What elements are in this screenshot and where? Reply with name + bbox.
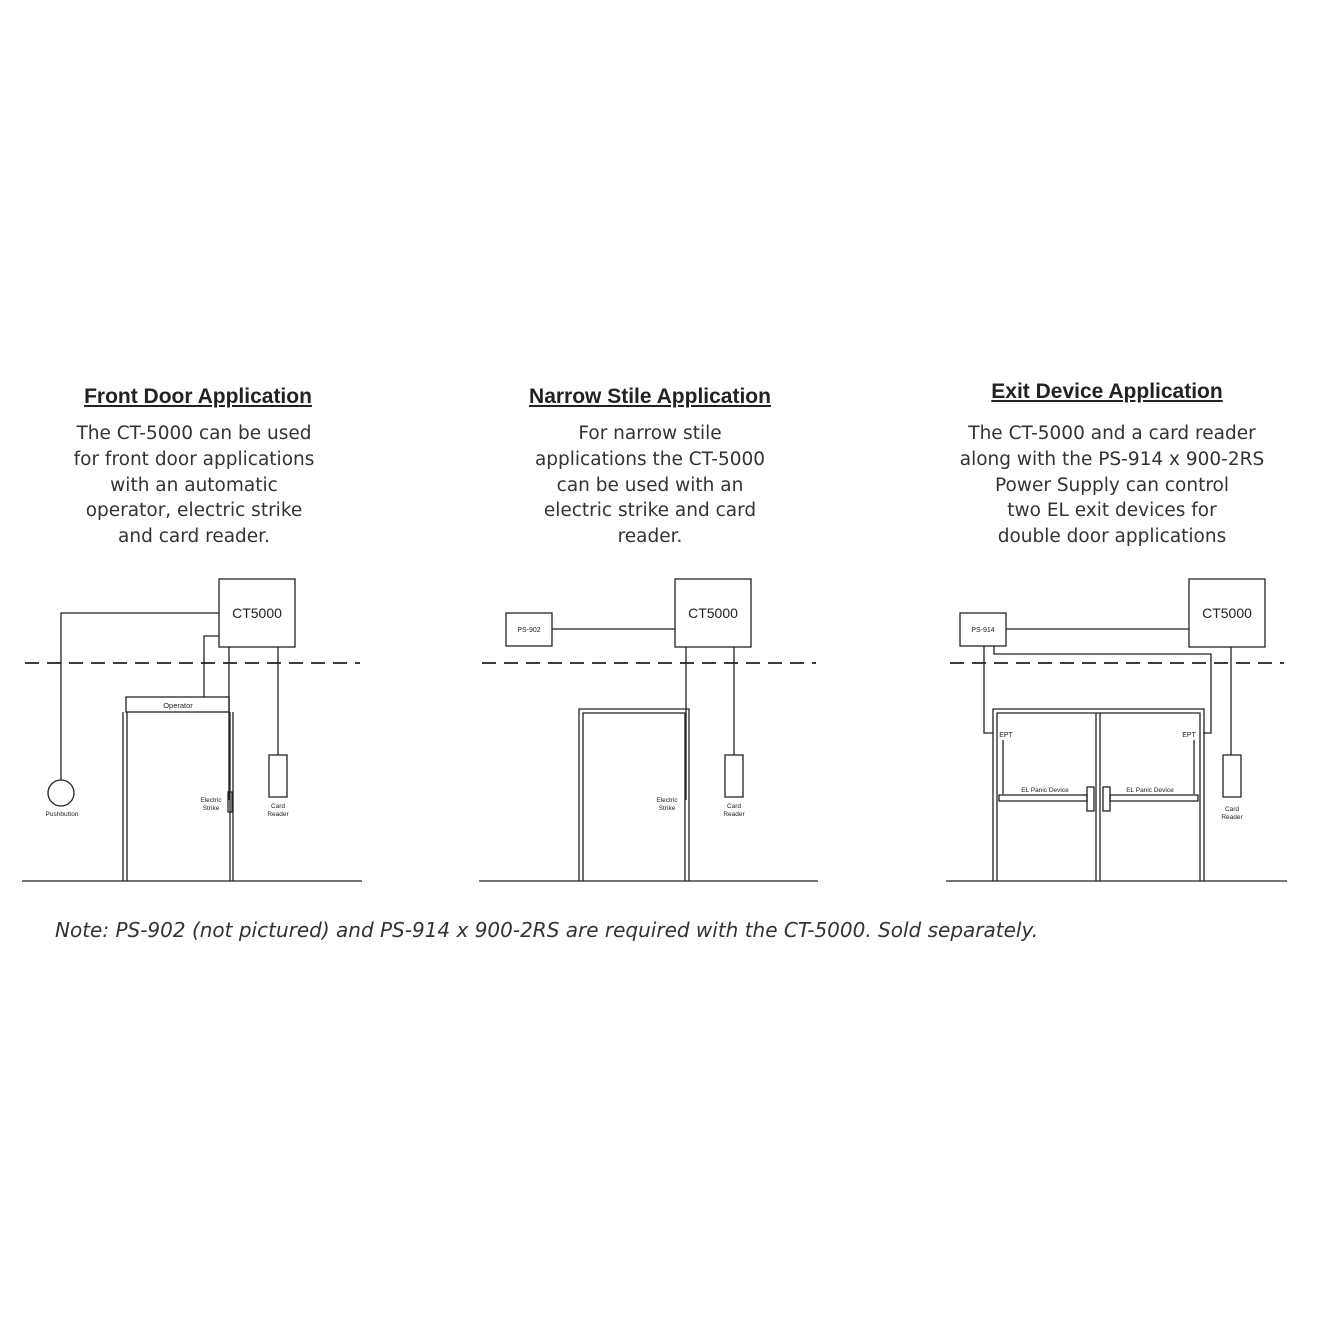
- narrow-stile-diagram: [479, 579, 818, 881]
- controller-label: CT5000: [1202, 605, 1252, 621]
- pushbutton-icon: [48, 780, 74, 806]
- reader-label: Reader: [267, 811, 289, 818]
- strike-label: Strike: [202, 805, 220, 812]
- reader-label: Reader: [1221, 814, 1243, 821]
- card-reader-icon: [269, 755, 287, 797]
- strike-label: Electric: [200, 797, 222, 804]
- panic-device-left-label: EL Panic Device: [1021, 787, 1069, 794]
- power-supply-label: PS-914: [971, 627, 995, 634]
- panic-head-left: [1087, 787, 1094, 811]
- ept-left-label: EPT: [999, 732, 1013, 739]
- panic-bar-right: [1110, 795, 1198, 801]
- controller-label: CT5000: [232, 605, 282, 621]
- front-door-diagram: [22, 579, 362, 881]
- ept-right-wire: [994, 646, 1211, 733]
- panel-title: Narrow Stile Application: [529, 385, 771, 408]
- operator-wire: [204, 636, 219, 697]
- panel-description: For narrow stile applications the CT-5000 can be used with an electric strike and card reader.: [534, 423, 766, 548]
- ept-left-wire: [984, 646, 993, 733]
- card-reader-icon: [1223, 755, 1241, 797]
- strike-label: Electric: [656, 797, 678, 804]
- panic-head-right: [1103, 787, 1110, 811]
- footnote: Note: PS-902 (not pictured) and PS-914 x 900-2RS are required with the CT-5000. Sold separately.: [55, 918, 1039, 942]
- panel-title: Front Door Application: [84, 385, 312, 408]
- ept-right-label: EPT: [1182, 732, 1196, 739]
- reader-label: Card: [270, 803, 286, 810]
- panel-description: The CT-5000 can be used for front door applications with an automatic operator, electric strike and card reader.: [73, 423, 315, 548]
- reader-label: Card: [726, 803, 742, 810]
- panic-device-right-label: EL Panic Device: [1126, 787, 1174, 794]
- door-frame: [579, 709, 689, 881]
- operator-label: Operator: [163, 701, 193, 710]
- panel-title: Exit Device Application: [991, 380, 1223, 403]
- controller-label: CT5000: [688, 605, 738, 621]
- door-frame-inner: [997, 713, 1200, 881]
- exit-device-diagram: [946, 579, 1287, 881]
- reader-label: Card: [1224, 806, 1240, 813]
- panic-bar-left: [999, 795, 1087, 801]
- card-reader-icon: [725, 755, 743, 797]
- pushbutton-label: Pushbutton: [45, 811, 79, 818]
- power-supply-label: PS-902: [517, 627, 541, 634]
- reader-label: Reader: [723, 811, 745, 818]
- panel-description: The CT-5000 and a card reader along with the PS-914 x 900-2RS Power Supply can control two EL exit devices for double door applications: [959, 423, 1265, 548]
- strike-label: Strike: [658, 805, 676, 812]
